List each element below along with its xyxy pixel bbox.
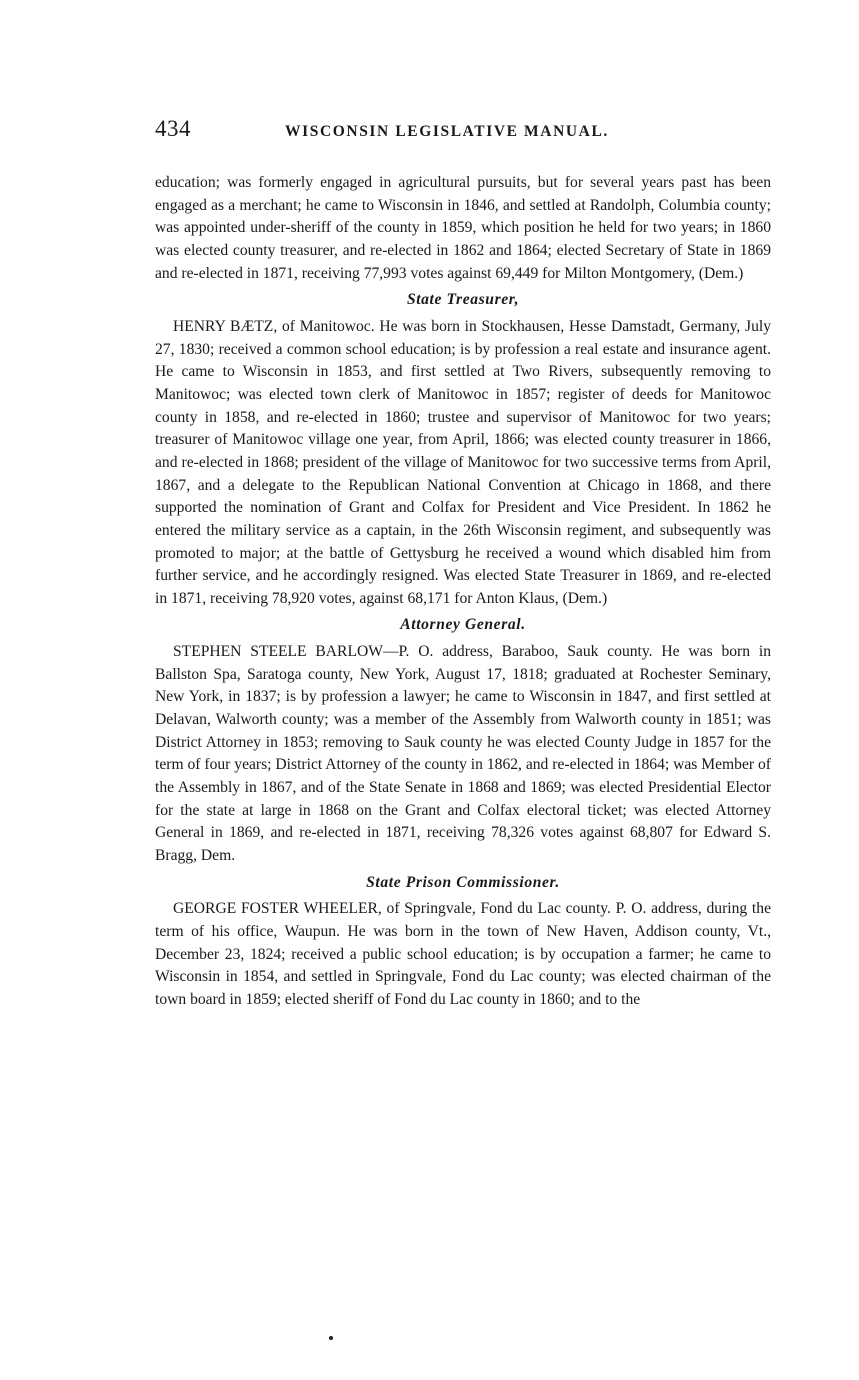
heading-attorney-general: Attorney General. [400, 616, 526, 634]
heading-state-treasurer: State Treasurer, [406, 291, 520, 309]
paragraph-stephen-barlow: STEPHEN STEELE BARLOW—P. O. address, Baraboo, Sauk county. He was born in Ballston Spa, Saratoga county, New York, August 17, 1818; graduated at Rochester Seminary, New York, in 1837; is by profession a lawyer; he came to Wisconsin in 1847, and first settled at Delavan, Walworth county; was a member of the Assembly from Walworth county in 1851; was District Attorney in 1853; removing to Sauk county he was elected County Judge in 1857 for the term of four years; District Attorney of the county in 1862, and re-elected in 1864; was Member of the Assembly in 1867, and of the State Senate in 1868 and 1869; was elected Presidential Elector for the state at large in 1868 on the Grant and Colfax electoral ticket; was elected Attorney General in 1869, and re-elected in 1871, receiving 78,326 votes against 68,807 for Edward S. Bragg, Dem. [155, 643, 771, 865]
heading-state-prison-commissioner: State Prison Commissioner. [366, 873, 560, 891]
page-number: 434 [155, 116, 191, 141]
paragraph-henry-baetz: HENRY BÆTZ, of Manitowoc. He was born in Stockhausen, Hesse Damstadt, Germany, July 27, 1830; received a common school education; is by profession a real estate and insurance agent. He came to Wisconsin in 1853, and first settled at Two Rivers, subsequently removing to Manitowoc; was elected town clerk of Manitowoc in 1857; register of deeds for Manitowoc county in 1858, and re-elected in 1860; trustee and supervisor of Manitowoc for two years; treasurer of Manitowoc village one year, from April, 1866; was elected county treasurer in 1866, and re-elected in 1868; president of the village of Manitowoc for two successive terms from April, 1867, and a delegate to the Republican National Convention at Chicago in 1868, and there supported the nomination of Grant and Colfax for President and Vice President. In 1862 he entered the military service as a captain, in the 26th Wisconsin regiment, and subsequently was promoted to major; at the battle of Gettysburg he received a wound which disabled him from further service, and he accordingly resigned. Was elected State Treasurer in 1869, and re-elected in 1871, receiving 78,920 votes, against 68,171 for Anton Klaus, (Dem.) [155, 317, 771, 607]
paragraph-secretary-continued: education; was formerly engaged in agricultural pursuits, but for several years past has been engaged as a merchant; he came to Wisconsin in 1846, and settled at Randolph, Columbia county; was appointed under-sheriff of the county in 1859, which position he held for two years; in 1860 was elected county treasurer, and re-elected in 1862 and 1864; elected Secretary of State in 1869 and re-elected in 1871, receiving 77,993 votes against 69,449 for Milton Montgomery, (Dem.) [155, 174, 771, 282]
stray-ink-dot [329, 1336, 333, 1340]
body-text [155, 172, 771, 1012]
paragraph-george-wheeler: GEORGE FOSTER WHEELER, of Springvale, Fond du Lac county. P. O. address, during the term of his office, Waupun. He was born in the town of New Haven, Addison county, Vt., December 23, 1824; received a public school education; is by occupation a farmer; he came to Wisconsin in 1854, and settled in Springvale, Fond du Lac county; was elected chairman of the town board in 1859; elected sheriff of Fond du Lac county in 1860; and to the [155, 900, 771, 1008]
page-title: WISCONSIN LEGISLATIVE MANUAL. [285, 123, 609, 140]
running-header [155, 116, 775, 148]
